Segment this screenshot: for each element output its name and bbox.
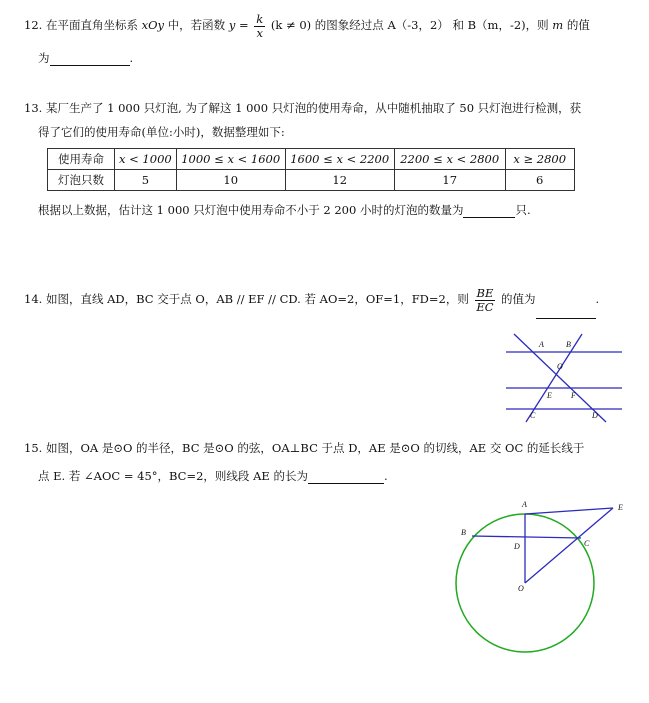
label-e: E [618,503,623,512]
label-c: C [530,411,536,420]
q12-fraction [254,13,265,40]
label-a: A [522,500,527,509]
label-d: D [592,411,598,420]
q13-conclusion [38,202,531,218]
table-header-row [48,149,575,170]
table-header-cell: 2200 ≤ x < 2800 [394,149,505,170]
label-d: D [514,542,520,551]
q12-xoy: xOy [141,18,165,32]
q12-m: m [552,18,564,32]
q12-text-1: 在平面直角坐标系 [45,18,138,32]
label-o: O [557,362,563,371]
q14-end: . [595,292,600,306]
q13-answer-blank[interactable] [463,203,515,218]
label-e: E [547,391,552,400]
q12-text-2: 中，若函数 [167,18,226,32]
label-o: O [518,584,524,593]
label-b: B [566,340,571,349]
table-cell: 17 [394,170,505,191]
table-header-cell: 1600 ≤ x < 2200 [285,149,394,170]
label-c: C [584,539,590,548]
q13-line2: 得了它们的使用寿命(单位:小时)，数据整理如下: [38,125,285,139]
table-header-cell: x < 1000 [115,149,177,170]
q15-line1: 15. 如图，OA 是⊙O 的半径，BC 是⊙O 的弦，OA⊥BC 于点 D，AE 是⊙O 的切线，AE 交 OC 的延长线于 [24,441,585,455]
table-row-label: 灯泡只数 [48,170,115,191]
q14-text-post: 的值为 [501,292,536,306]
label-a: A [539,340,544,349]
q12-equals: = [239,18,249,32]
segment-ae [525,508,613,514]
segment-oe [525,508,613,583]
q12-and: 和 [452,18,464,32]
q12-text-3: 的图象经过点 [314,18,384,32]
label-b: B [461,528,466,537]
q12-line2 [38,50,133,66]
q15-line2 [38,468,388,484]
q14-text: 14. 如图，直线 AD，BC 交于点 O，AB // EF // CD. 若 AO=2，OF=1，FD=2，则 [24,292,469,306]
table-header-cell: 1000 ≤ x < 1600 [176,149,285,170]
q15-line2-text: 点 E. 若 ∠AOC = 45°，BC=2，则线段 AE 的长为 [38,469,308,483]
q12-line2-prefix: 为 [38,51,50,65]
q15-answer-blank[interactable] [308,469,384,484]
table-cell: 6 [505,170,574,191]
table-header-cell: 使用寿命 [48,149,115,170]
q15-line2-suffix: . [383,469,388,483]
table-header-cell: x ≥ 2800 [505,149,574,170]
label-f: F [571,391,576,400]
segment-bc [472,536,581,538]
q13-data-table [47,148,575,191]
q12-y: y [228,18,236,32]
q12-point-b: B（m，-2)，则 [467,18,549,32]
q12-frac-num: k [256,11,264,26]
q14-fraction [475,287,496,314]
table-cell: 10 [176,170,285,191]
q12-condition: (k ≠ 0) [270,18,312,32]
q14-frac-num: BE [476,285,494,300]
q14-parallel-lines-figure [500,330,626,426]
q15-circle-figure [450,492,636,660]
table-row [48,170,575,191]
table-cell: 12 [285,170,394,191]
q12-answer-blank[interactable] [50,51,130,66]
q12-number: 12. [24,18,43,32]
q12-point-a: A（-3，2） [387,18,449,32]
q13-conclusion-text: 根据以上数据，估计这 1 000 只灯泡中使用寿命不小于 2 200 小时的灯泡的数量为 [38,203,464,217]
q14-answer-blank[interactable] [536,280,596,319]
table-cell: 5 [115,170,177,191]
q12-text-4: 的值 [566,18,590,32]
q14-frac-den: EC [476,299,494,314]
q13-line1: 13. 某厂生产了 1 000 只灯泡, 为了解这 1 000 只灯泡的使用寿命，从中随机抽取了 50 只灯泡进行检测，获 [24,101,582,115]
q13-conclusion-suffix: 只. [515,203,531,217]
q14-line [24,280,599,318]
q12-line1 [24,10,590,40]
q12-frac-den: x [256,25,264,40]
q12-line2-suffix: . [129,51,134,65]
